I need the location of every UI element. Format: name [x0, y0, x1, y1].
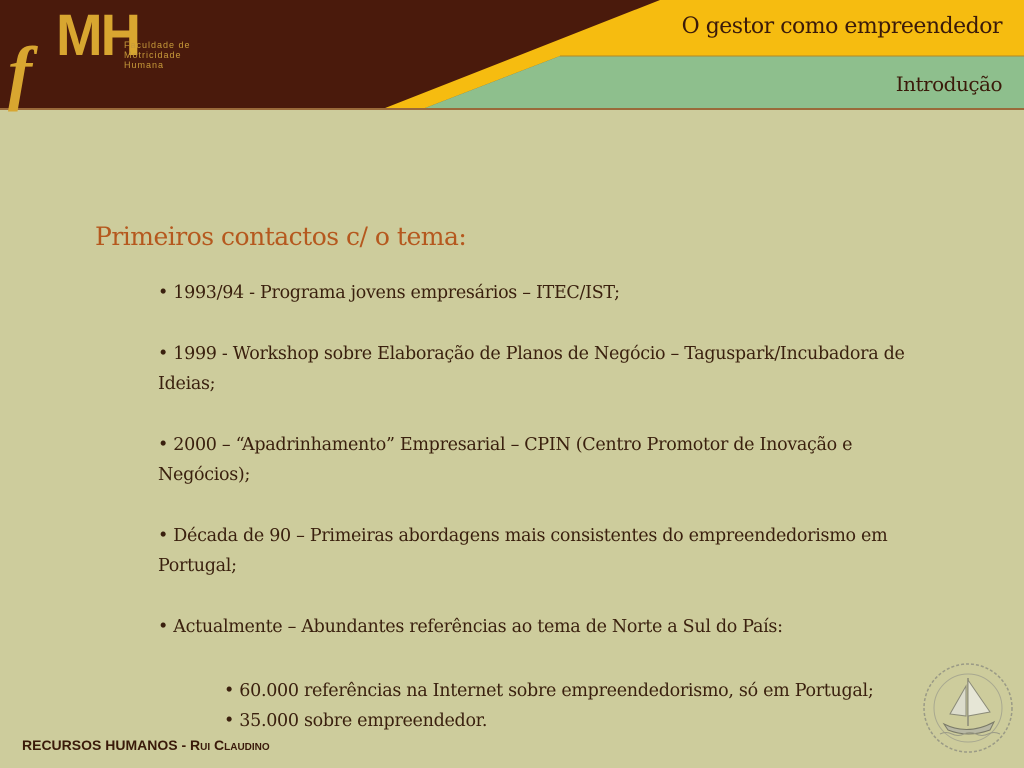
footer-credit	[22, 737, 270, 753]
caravel-seal-icon	[920, 660, 1016, 756]
sub-bullet-item: • 35.000 sobre empreendedor.	[224, 711, 488, 731]
logo-institution	[124, 40, 191, 70]
footer-label: RECURSOS HUMANOS -	[22, 737, 191, 753]
logo-line-2: Motricidade	[124, 50, 182, 60]
logo-line-1: Faculdade de	[124, 40, 191, 50]
logo-f-mark: f	[8, 32, 32, 112]
footer-author: Rui Claudino	[190, 737, 270, 753]
sub-bullet-item: • 60.000 referências na Internet sobre empreendedorismo, só em Portugal;	[224, 681, 874, 701]
bullet-item: • 1999 - Workshop sobre Elaboração de Planos de Negócio – Taguspark/Incubadora de Ideias;	[158, 344, 905, 394]
bullet-list	[158, 278, 948, 673]
sub-bullet-list	[224, 676, 944, 736]
section-heading: Primeiros contactos c/ o tema:	[95, 222, 467, 251]
bullet-item: • Década de 90 – Primeiras abordagens mais consistentes do empreendedorismo em Portugal;	[158, 526, 888, 576]
bullet-item: • 2000 – “Apadrinhamento” Empresarial – CPIN (Centro Promotor de Inovação e Negócios);	[158, 435, 853, 485]
slide-title: O gestor como empreendedor	[681, 14, 1002, 39]
logo-line-3: Humana	[124, 60, 165, 70]
logo-mh-mark: MH	[56, 1, 140, 68]
slide-header	[0, 0, 1024, 110]
bullet-item: • 1993/94 - Programa jovens empresários – ITEC/IST;	[158, 283, 620, 303]
slide-subtitle: Introdução	[895, 72, 1002, 96]
bullet-item: • Actualmente – Abundantes referências ao tema de Norte a Sul do País:	[158, 617, 783, 637]
